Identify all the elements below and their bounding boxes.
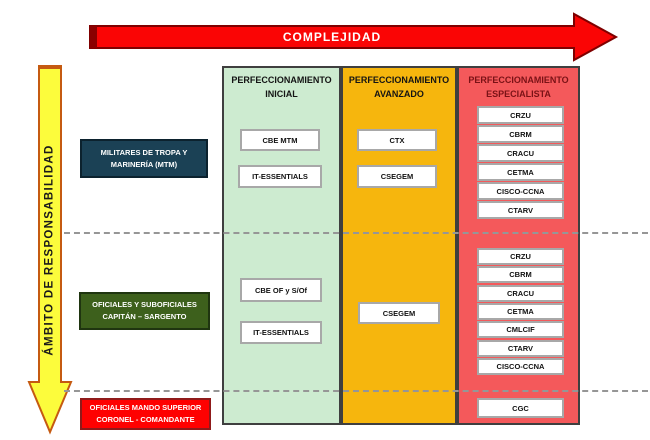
- row-label-oficiales-mando-superior: OFICIALES MANDO SUPERIOR CORONEL - COMANDANTE: [80, 398, 211, 430]
- course-box-cracu-mtm: CRACU: [477, 144, 564, 162]
- course-box-ctarv-of: CTARV: [477, 340, 564, 357]
- course-box-cgc: CGC: [477, 398, 564, 418]
- column-perfeccionamiento-inicial: [222, 66, 341, 425]
- course-box-it-essentials-of: IT-ESSENTIALS: [240, 321, 322, 344]
- course-box-cbrm-of: CBRM: [477, 266, 564, 283]
- course-box-cisco-ccna-mtm: CISCO-CCNA: [477, 182, 564, 200]
- row-divider-dashed-line: [64, 232, 648, 234]
- course-box-cmlcif-of: CMLCIF: [477, 321, 564, 338]
- column-title: PERFECCIONAMIENTO INICIAL: [231, 75, 332, 99]
- course-box-cisco-ccna-of: CISCO-CCNA: [477, 358, 564, 375]
- course-box-cetma-of: CETMA: [477, 303, 564, 320]
- row-label-militares-tropa-marineria: MILITARES DE TROPA Y MARINERÍA (MTM): [80, 139, 208, 178]
- column-title: PERFECCIONAMIENTO AVANZADO: [348, 75, 450, 99]
- course-box-csegem-of: CSEGEM: [358, 302, 440, 324]
- course-box-crzu-mtm: CRZU: [477, 106, 564, 124]
- course-box-cbrm-mtm: CBRM: [477, 125, 564, 143]
- course-box-cbe-of: CBE OF y S/Of: [240, 278, 322, 302]
- column-perfeccionamiento-avanzado: [341, 66, 457, 425]
- complexity-arrow-label: COMPLEJIDAD: [282, 30, 382, 44]
- row-divider-dashed-line: [64, 390, 648, 392]
- course-box-csegem-mtm: CSEGEM: [357, 165, 437, 188]
- column-title: PERFECCIONAMIENTO ESPECIALISTA: [468, 75, 569, 99]
- course-box-cetma-mtm: CETMA: [477, 163, 564, 181]
- responsibility-arrow-label: ÁMBITO DE RESPONSABILIDAD: [44, 144, 57, 356]
- course-box-it-essentials-mtm: IT-ESSENTIALS: [238, 165, 322, 188]
- course-box-ctarv-mtm: CTARV: [477, 201, 564, 219]
- row-label-oficiales-suboficiales: OFICIALES Y SUBOFICIALES CAPITÁN – SARGENTO: [79, 292, 210, 330]
- course-box-ctx: CTX: [357, 129, 437, 151]
- course-box-cbe-mtm: CBE MTM: [240, 129, 320, 151]
- course-box-crzu-of: CRZU: [477, 248, 564, 265]
- course-box-cracu-of: CRACU: [477, 285, 564, 302]
